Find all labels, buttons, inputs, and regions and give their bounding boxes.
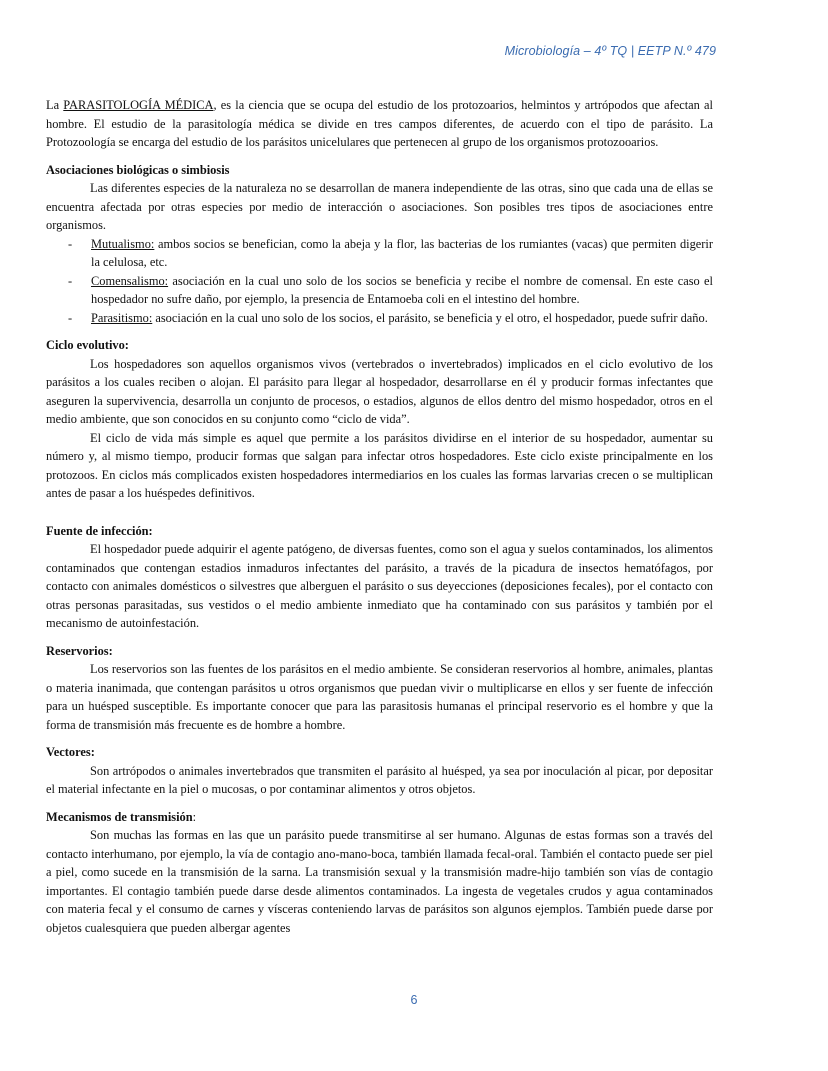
document-body bbox=[46, 96, 713, 937]
bullet-dash: - bbox=[68, 236, 73, 251]
mecanismos-title-colon: : bbox=[192, 809, 197, 824]
term-mutualismo: Mutualismo: bbox=[91, 236, 155, 251]
definition-parasitismo: asociación en la cual uno solo de los socios, el parásito, se beneficia y el otro, el hospedador, puede sufrir daño. bbox=[152, 310, 708, 325]
reservorios-paragraph: Los reservorios son las fuentes de los parásitos en el medio ambiente. Se consideran reservorios al hombre, animales, plantas o materia inanimada, que contengan parásitos u otros organismos que puedan vivir o multiplicarse en ellos y ser fuente de infección para un huésped susceptible. Es importante conocer que para las parasitosis humanas el principal reservorio es el hombre y que la forma de transmisión más frecuente es de hombre a hombre. bbox=[46, 662, 713, 732]
mecanismos-title-text: Mecanismos de transmisión bbox=[46, 809, 193, 824]
definition-comensalismo: asociación en la cual uno solo de los socios se beneficia y recibe el nombre de comensal. En este caso el hospedador no sufre daño, por ejemplo, la presencia de Entamoeba coli en el intestino del hombre. bbox=[91, 273, 713, 306]
list-item-mutualismo bbox=[46, 235, 713, 272]
ciclo-paragraph-1: Los hospedadores son aquellos organismos vivos (vertebrados o invertebrados) implicados en el ciclo evolutivo de los parásitos a los cuales reciben o alojan. El parásito para llegar al hospedador, desarrollarse en él y producir formas infectantes que aseguren la supervivencia, desarrolla un conjunto de procesos, o estadios, algunos de ellos dentro del mismo hospedador, otros en el medio ambiente, que son conocidos en su conjunto como “ciclo de vida”. bbox=[46, 356, 713, 426]
section-title-vectores: Vectores: bbox=[46, 745, 95, 759]
definition-mutualismo: ambos socios se benefician, como la abeja y la flor, las bacterias de los rumiantes (vacas) que permiten digerir la celulosa, etc. bbox=[91, 236, 713, 269]
list-item-parasitismo bbox=[46, 309, 713, 328]
intro-term: PARASITOLOGÍA MÉDICA bbox=[63, 98, 214, 112]
page-header: Microbiología – 4º TQ | EETP N.º 479 bbox=[504, 44, 716, 58]
list-item-comensalismo bbox=[46, 272, 713, 309]
section-title-ciclo: Ciclo evolutivo: bbox=[46, 338, 129, 352]
asociaciones-list bbox=[46, 235, 713, 328]
term-parasitismo: Parasitismo: bbox=[91, 310, 153, 325]
page-number: 6 bbox=[410, 993, 418, 1007]
intro-paragraph bbox=[46, 96, 713, 152]
section-title-fuente: Fuente de infección: bbox=[46, 523, 153, 538]
term-comensalismo: Comensalismo: bbox=[91, 273, 169, 288]
section-title-mecanismos bbox=[46, 808, 713, 827]
ciclo-paragraph-2: El ciclo de vida más simple es aquel que permite a los parásitos dividirse en el interior de su hospedador, aumentar su número y, al mismo tiempo, producir formas que salgan para infectar otros hospedadores. Este ciclo existe principalmente en los protozoos. En ciclos más complicados existen hospedadores intermediarios en los cuales las formas larvarias crecen o se multiplican antes de pasar a los huéspedes definitivos. bbox=[46, 430, 713, 500]
fuente-paragraph: El hospedador puede adquirir el agente patógeno, de diversas fuentes, como son el agua y suelos contaminados, los alimentos contaminados que contengan estadios inmaduros infectantes del parásito, a través de la picadura de insectos hematófagos, por contacto con animales domésticos o silvestres que alberguen el parásito o sus deyecciones (deposiciones fecales), por el contacto con otras personas parasitadas, sus vestidos o el medio ambiente inmediato que ha contaminado con sus parásitos y también por el mecanismo de autoinfestación. bbox=[46, 542, 713, 630]
section-title-reservorios: Reservorios: bbox=[46, 643, 113, 658]
vectores-paragraph: Son artrópodos o animales invertebrados que transmiten el parásito al huésped, ya sea por inoculación al picar, por depositar el material infectante en la piel o mucosas, o por contaminar alimentos y otros objetos. bbox=[46, 763, 713, 796]
section-title-asociaciones: Asociaciones biológicas o simbiosis bbox=[46, 162, 230, 177]
intro-prefix: La bbox=[46, 98, 64, 112]
mecanismos-paragraph: Son muchas las formas en las que un parásito puede transmitirse al ser humano. Algunas de estas formas son a través del contacto interhumano, por ejemplo, la vía de contagio ano-mano-boca, también llamada fecal-oral. También el contacto puede ser piel a piel, como sucede en la transmisión de la sarna. La transmisión sexual y la transmisión madre-hijo también son vías de contagio importantes. El contagio también puede darse desde alimentos contaminados. La ingesta de vegetales crudos y agua contaminados con materia fecal y el consumo de carnes y vísceras conteniendo larvas de parásitos son algunos ejemplos. También puede darse por objetos cualesquiera que pueden albergar agentes bbox=[46, 828, 713, 935]
intro-text: , es la ciencia que se ocupa del estudio de los protozoarios, helmintos y artrópodos que afectan al hombre. El estudio de la parasitología médica se divide en tres campos diferentes, de acuerdo con el tipo de parásito. La Protozoología se encarga del estudio de los parásitos unicelulares que pertenecen al grupo de los organismos protozooarios. bbox=[46, 98, 713, 149]
asociaciones-paragraph: Las diferentes especies de la naturaleza no se desarrollan de manera independiente de las otras, sino que cada una de ellas se encuentra afectada por otras especies por medio de interacción o asociaciones. Son posibles tres tipos de asociaciones entre organismos. bbox=[46, 181, 713, 232]
bullet-dash: - bbox=[68, 310, 73, 325]
bullet-dash: - bbox=[68, 273, 73, 288]
